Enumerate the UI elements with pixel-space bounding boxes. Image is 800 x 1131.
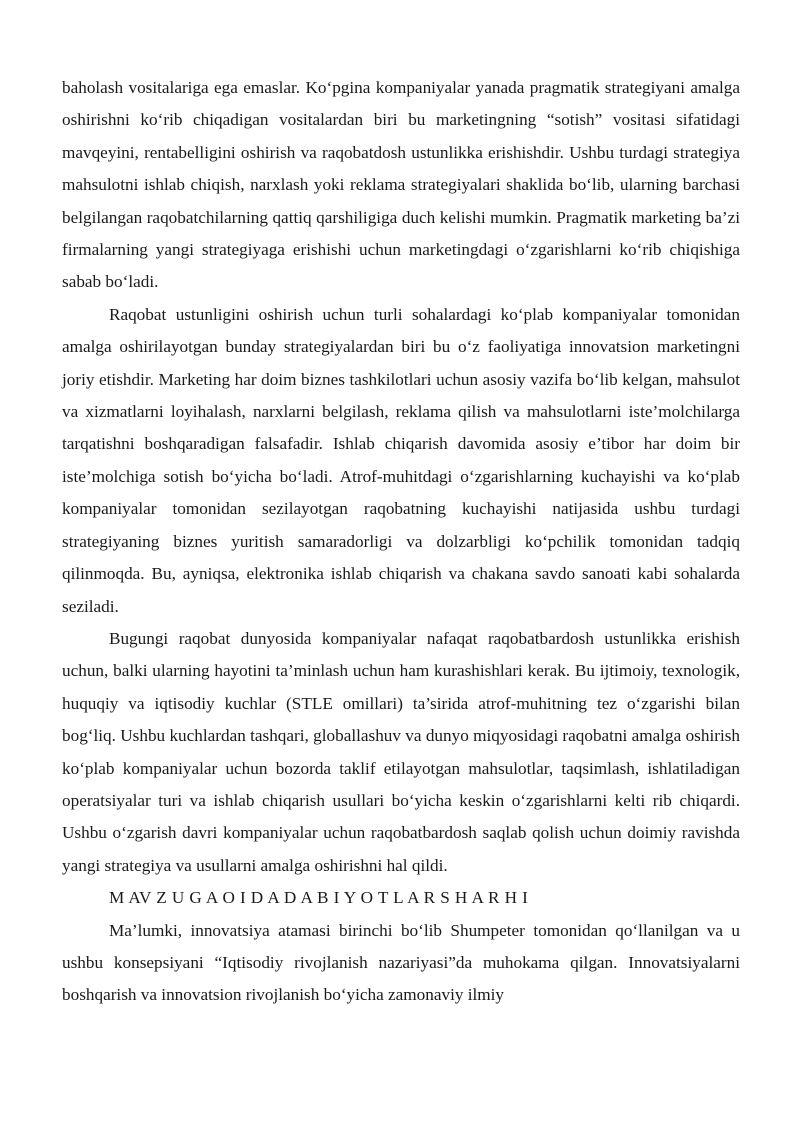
- paragraph-innovative-marketing: Raqobat ustunligini oshirish uchun turli sohalardagi ko‘plab kompaniyalar tomonidan amalga oshirilayotgan bunday strategiyalardan biri bu o‘z faoliyatiga innovatsion marketingni joriy etishdir. Marketing har doim biznes tashkilotlari uchun asosiy vazifa bo‘lib kelgan, mahsulot va xizmatlarni loyihalash, narxlarni belgilash, reklama qilish va mahsulotlarni iste’molchilarga tarqatishni boshqaradigan falsafadir. Ishlab chiqarish davomida asosiy e’tibor har doim bir iste’molchiga sotish bo‘yicha bo‘ladi. Atrof-muhitdagi o‘zgarishlarning kuchayishi va ko‘plab kompaniyalar tomonidan sezilayotgan raqobatning kuchayishi natijasida ushbu turdagi strategiyaning biznes yuritish samaradorligi va dolzarbligi ko‘pchilik tomonidan tadqiq qilinmoqda. Bu, ayniqsa, elektronika ishlab chiqarish va chakana savdo sanoati kabi sohalarda seziladi.: [62, 304, 740, 616]
- paragraph-innovation-term: Ma’lumki, innovatsiya atamasi birinchi bo‘lib Shumpeter tomonidan qo‘llanilgan va u ushbu konsepsiyani “Iqtisodiy rivojlanish nazariyasi”da muhokama qilgan. Innovatsiyalarni boshqarish va innovatsion rivojlanish bo‘yicha zamonaviy ilmiy: [62, 920, 740, 1005]
- document-page: [62, 72, 740, 1012]
- paragraph-continued: baholash vositalariga ega emaslar. Ko‘pgina kompaniyalar yanada pragmatik strategiyani amalga oshirishni ko‘rib chiqadigan vositalardan biri bu marketingning “sotish” vositasi sifatidagi mavqeyini, rentabelligini oshirish va raqobatdosh ustunlikka erishishdir. Ushbu turdagi strategiya mahsulotni ishlab chiqish, narxlash yoki reklama strategiyalari shaklida bo‘lib, ularning barchasi belgilangan raqobatchilarning qattiq qarshiligiga duch kelishi mumkin. Pragmatik marketing ba’zi firmalarning yangi strategiyaga erishishi uchun marketingdagi o‘zgarishlarni ko‘rib chiqishiga sabab bo‘ladi.: [62, 78, 740, 292]
- paragraph-competition-today: Bugungi raqobat dunyosida kompaniyalar nafaqat raqobatbardosh ustunlikka erishish uchun, balki ularning hayotini ta’minlash uchun ham kurashishlari kerak. Bu ijtimoiy, texnologik, huquqiy va iqtisodiy kuchlar (STLE omillari) ta’sirida atrof-muhitning tez o‘zgarishi bilan bog‘liq. Ushbu kuchlardan tashqari, globallashuv va dunyo miqyosidagi raqobatni amalga oshirish ko‘plab kompaniyalar uchun bozorda taklif etilayotgan mahsulotlar, taqsimlash, ishlatiladigan operatsiyalar turi va ishlab chiqarish usullari bo‘yicha keskin o‘zgarishlarni kelti rib chiqardi. Ushbu o‘zgarish davri kompaniyalar uchun raqobatbardosh saqlab qolish uchun doimiy ravishda yangi strategiya va usullarni amalga oshirishni hal qildi.: [62, 628, 740, 875]
- section-heading-literature-review: M AV Z U G A O I D A D A B I Y O T L A R S H A R H I: [109, 888, 529, 908]
